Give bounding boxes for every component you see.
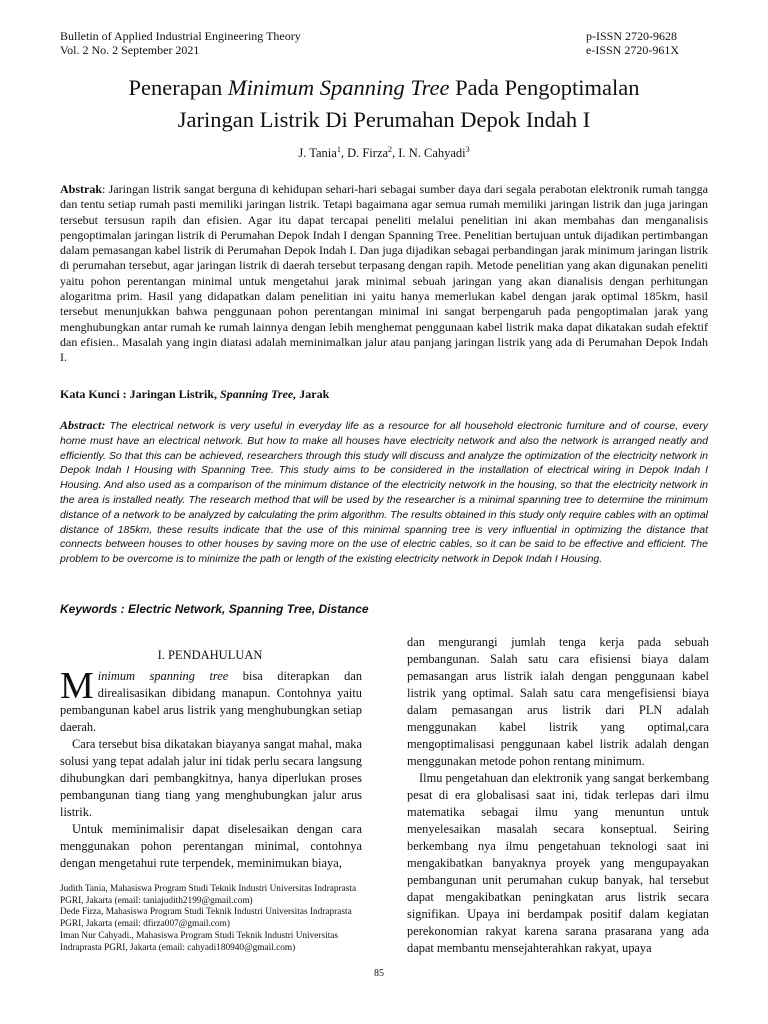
- author-affil: 1: [336, 144, 341, 154]
- left-column: [60, 665, 363, 872]
- section-heading: I. PENDAHULUAN: [157, 648, 263, 662]
- abstract-english: [60, 418, 708, 567]
- page-number: 85: [374, 968, 384, 979]
- author-footnotes: [60, 884, 362, 954]
- title-italic: Minimum Spanning Tree: [227, 75, 450, 100]
- intro-paragraph-3: Untuk meminimalisir dapat diselesaikan dengan cara menggunakan pohon perentangan minimal, contohnya dengan mengetahui rute terpendek, meminimukan biaya,: [60, 822, 362, 870]
- right-paragraph-2: Ilmu pengetahuan dan elektronik yang sangat berkembang pesat di era globalisasi saat ini, tidak terlepas dari ilmu matematika sebagai ilmu yang menuntun untuk menyelesaikan masalah secara konseptual. Seiring berkembang nya ilmu pengetahuan teknologi saat ini mengakibatkan banyaknya proyek yang mengupayakan pembangunan unit perumahan cukup banyak, hal tersebut dapat mengakibatkan peningkatan arus listrik secara signifikan. Upaya ini berdampak positif dalam kegiatan perekonomian rakyat karena sarana prasarana yang ada dapat membantu mensejahterahkan rakyat, upaya: [407, 771, 709, 955]
- right-paragraph-1: dan mengurangi jumlah tenga kerja pada sebuah pembangunan. Salah satu cara efisiensi biaya dalam pemasangan arus listrik ialah dengan penggunaan kabel listrik yang optimal. Salah satu cara mengefisiensi biaya dalam pemasangan arus listrik dari PLN adalah menggunakan kabel listrik yang optimal,cara mengoptimalisasi penggunaan kabel listrik adalah dengan menggunakan metode pohon rentang minimum.: [407, 635, 709, 768]
- paper-title: [60, 72, 708, 136]
- title-line-2: Jaringan Listrik Di Perumahan Depok Indah I: [177, 107, 591, 132]
- journal-name: Bulletin of Applied Industrial Engineering Theory: [60, 29, 301, 43]
- abstract-en-text: The electrical network is very useful in everyday life as a resource for all household electronic furniture and of course, every home must have an electrical network. But how to make all houses have electricity network and also the network is arranged neatly and efficiently. So that this can be achieved, researchers through this study will discuss and analyze the optimization of the electricity network in Depok Indah I Housing with Spanning Tree. This study aims to be considered in the installation of electrical wiring in Depok Indah I Housing. And also used as a comparison of the minimum distance of the electricity network in the housing, so that the electricity network in the area is installed neatly. The research method that will be used by the researcher is a minimal spanning tree to determine the minimum distance of a network to be analyzed by calculating the prim algorithm. The results obtained in this study only require cables with an optimal distance of 185km, these results indicate that the use of this minimal spanning tree is very influential in optimizing the distance that connects between houses to other houses by saving more on the use of electric cables, so it can be said to be effective and efficient. The problem to be overcome is to minimize the path or length of the existing electricity network in Depok Indah I Housing.: [60, 420, 708, 566]
- title-part: Pada Pengoptimalan: [449, 75, 640, 100]
- keywords-rest: Jarak: [296, 387, 330, 401]
- intro-text: bisa diterapkan dan direalisasikan dibidang manapun. Contohnya yaitu pembangunan kabel arus listrik yang menghubungkan setiap daerah.: [60, 669, 363, 734]
- footnote: Iman Nur Cahyadi., Mahasiswa Program Studi Teknik Industri Universitas Indraprasta PGRI, Jakarta (email: cahyadi180940@gmail.com): [60, 930, 339, 953]
- author-name: J. Tania: [298, 146, 337, 160]
- running-header-left: [60, 29, 301, 57]
- intro-paragraph-2: Cara tersebut bisa dikatakan biayanya sangat mahal, maka solusi yang tepat adalah jalur ini tidak perlu secara langsung dihubungkan dari pembangkitnya, hanya diperlukan proses pembangunan tiang tiang yang menghubungkan jalur arus listrik.: [60, 737, 362, 819]
- author-name: , D. Firza: [340, 146, 389, 160]
- author-affil: 3: [465, 144, 470, 154]
- abstract-text: : Jaringan listrik sangat berguna di kehidupan sehari-hari sebagai sumber daya dari segala perabotan elektronik rumah tangga dan tentu setiap rumah pasti memiliki jaringan listrik. Tetapi bagaimana agar semua rumah memiliki jaringan listrik dan juga jaringan tersebut tersusun rapih dan efisien. Agar itu dapat tercapai peneliti melalui penelitian ini akan membahas dan menganalisis pengoptimalan jaringan listrik di Perumahan Depok Indah I dengan Spanning Tree. Penelitian bertujuan untuk dijadikan pertimbangan dalam pemasangan kabel listrik di Perumahan Depok Indah I. Dan juga dijadikan sebagai perbandingan jarak minimum jaringan listrik di perumahan tersebut, agar jaringan listrik di daerah tersebut terpasang dengan rapih. Metode penelitian yang akan digunakan peneliti yaitu pohon perentangan minimal untuk mengetahui jarak minimal sebuah jaringan yang akan dianalisis dengan perhitungan alogaritma prim. Hasil yang didapatkan dalam penelitian ini yaitu hanya memerlukan kabel dengan jarak optimal 185km, hasil tersebut menunjukkan bahwa penggunaan pohon perentangan minimal ini sangat berpengaruh pada pengoptimalan jarak yang menghubungkan antar rumah ke rumah lainnya dengan lebih menghemat penggunaan kabel listrik maka dapat dikatakan sudah efektif dan efisien.. Masalah yang ingin diatasi adalah meminimalkan jalur atau panjang jaringan listrik yang ada di Perumahan Depok Indah I.: [60, 182, 708, 365]
- running-header-right: [586, 29, 679, 57]
- intro-italic: inimum spanning tree: [97, 669, 229, 683]
- journal-volume: Vol. 2 No. 2 September 2021: [60, 43, 200, 57]
- abstract-en-label: Abstract:: [60, 418, 106, 432]
- abstract-label: Abstrak: [60, 182, 103, 196]
- footnote: Dede Firza, Mahasiswa Program Studi Teknik Industri Universitas Indraprasta PGRI, Jakarta (email: dfirza007@gmail.com): [60, 907, 352, 930]
- keywords-english: Keywords : Electric Network, Spanning Tree, Distance: [60, 602, 369, 616]
- author-list: [60, 146, 708, 161]
- title-part: Penerapan: [128, 75, 228, 100]
- author-affil: 2: [388, 144, 393, 154]
- footnote: Judith Tania, Mahasiswa Program Studi Teknik Industri Universitas Indraprasta PGRI, Jakarta (email: taniajudith2199@gmail.com): [60, 884, 357, 906]
- abstract-indonesian: [60, 182, 708, 366]
- intro-paragraph-1: [60, 665, 363, 736]
- author-name: , I. N. Cahyadi: [392, 146, 466, 160]
- keywords-indonesian: [60, 387, 329, 402]
- right-column: [407, 634, 709, 957]
- drop-cap: M: [60, 665, 94, 707]
- keywords-italic: Spanning Tree,: [220, 387, 297, 401]
- keywords-label: Kata Kunci : Jaringan Listrik,: [60, 387, 221, 401]
- pissn: p-ISSN 2720-9628: [586, 29, 678, 43]
- eissn: e-ISSN 2720-961X: [586, 43, 679, 57]
